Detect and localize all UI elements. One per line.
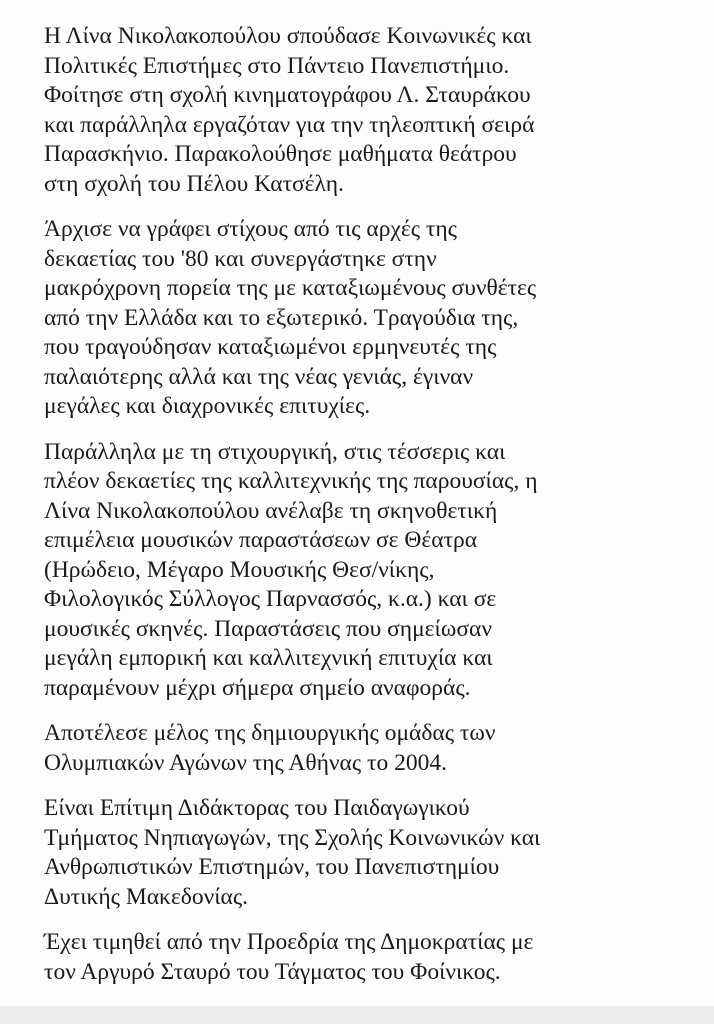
paragraph-olympics: [44, 719, 686, 778]
text-line: μουσικές σκηνές. Παραστάσεις που σημείωσαν: [44, 615, 492, 642]
text-line: Παρασκήνιο. Παρακολούθησε μαθήματα θεάτρου: [44, 141, 517, 167]
text-line: και παράλληλα εργαζόταν για την τηλεοπτική σειρά: [44, 111, 535, 138]
paragraph-lyrics-career: [44, 215, 686, 422]
paragraph-education: [44, 22, 686, 199]
text-line: Η Λίνα Νικολακοπούλου σπούδασε Κοινωνικές και: [44, 23, 532, 49]
text-line: Έχει τιμηθεί από την Προεδρία της Δημοκρατίας με: [44, 929, 534, 955]
text-line: Άρχισε να γράφει στίχους από τις αρχές της: [44, 216, 457, 242]
text-line: παλαιότερης αλλά και της νέας γενιάς, έγιναν: [44, 363, 474, 390]
text-line: μεγάλη εμπορική και καλλιτεχνική επιτυχία και: [44, 645, 493, 671]
text-line: Πολιτικές Επιστήμες στο Πάντειο Πανεπιστήμιο.: [44, 52, 510, 79]
paragraph-directing: [44, 438, 686, 704]
text-line: Τμήματος Νηπιαγωγών, της Σχολής Κοινωνικών και: [44, 824, 541, 851]
text-line: στη σχολή του Πέλου Κατσέλη.: [44, 170, 344, 197]
text-line: παραμένουν μέχρι σήμερα σημείο αναφοράς.: [44, 674, 471, 701]
text-line: μεγάλες και διαχρονικές επιτυχίες.: [44, 393, 371, 419]
text-line: Αποτέλεσε μέλος της δημιουργικής ομάδας των: [44, 720, 496, 746]
paragraph-honorary-doctorate: [44, 794, 686, 912]
text-line: δεκαετίας του '80 και συνεργάστηκε στην: [44, 245, 437, 272]
text-line: Φιλολογικός Σύλλογος Παρνασσός, κ.α.) και σε: [44, 586, 497, 612]
text-line: τον Αργυρό Σταυρό του Τάγματος του Φοίνικος.: [44, 958, 501, 985]
paragraph-award: [44, 928, 686, 987]
text-line: μακρόχρονη πορεία της με καταξιωμένους συνθέτες: [44, 275, 537, 301]
text-line: Δυτικής Μακεδονίας.: [44, 883, 249, 910]
bottom-edge-strip: [0, 1006, 714, 1024]
text-line: που τραγούδησαν καταξιωμένοι ερμηνευτές της: [44, 334, 497, 360]
text-line: Είναι Επίτιμη Διδάκτορας του Παιδαγωγικού: [44, 795, 470, 821]
text-line: (Ηρώδειο, Μέγαρο Μουσικής Θεσ/νίκης,: [44, 556, 435, 583]
text-line: Ανθρωπιστικών Επιστημών, του Πανεπιστημίου: [44, 854, 500, 880]
text-line: Παράλληλα με τη στιχουργική, στις τέσσερις και: [44, 438, 506, 465]
text-line: επιμέλεια μουσικών παραστάσεων σε Θέατρα: [44, 527, 478, 553]
text-line: Λίνα Νικολακοπούλου ανέλαβε τη σκηνοθετική: [44, 497, 498, 524]
text-line: από την Ελλάδα και το εξωτερικό. Τραγούδια της,: [44, 304, 519, 331]
text-line: πλέον δεκαετίες της καλλιτεχνικής της παρουσίας, η: [44, 468, 538, 494]
text-line: Ολυμπιακών Αγώνων της Αθήνας το 2004.: [44, 749, 447, 776]
text-line: Φοίτησε στη σχολή κινηματογράφου Λ. Σταυράκου: [44, 82, 531, 108]
